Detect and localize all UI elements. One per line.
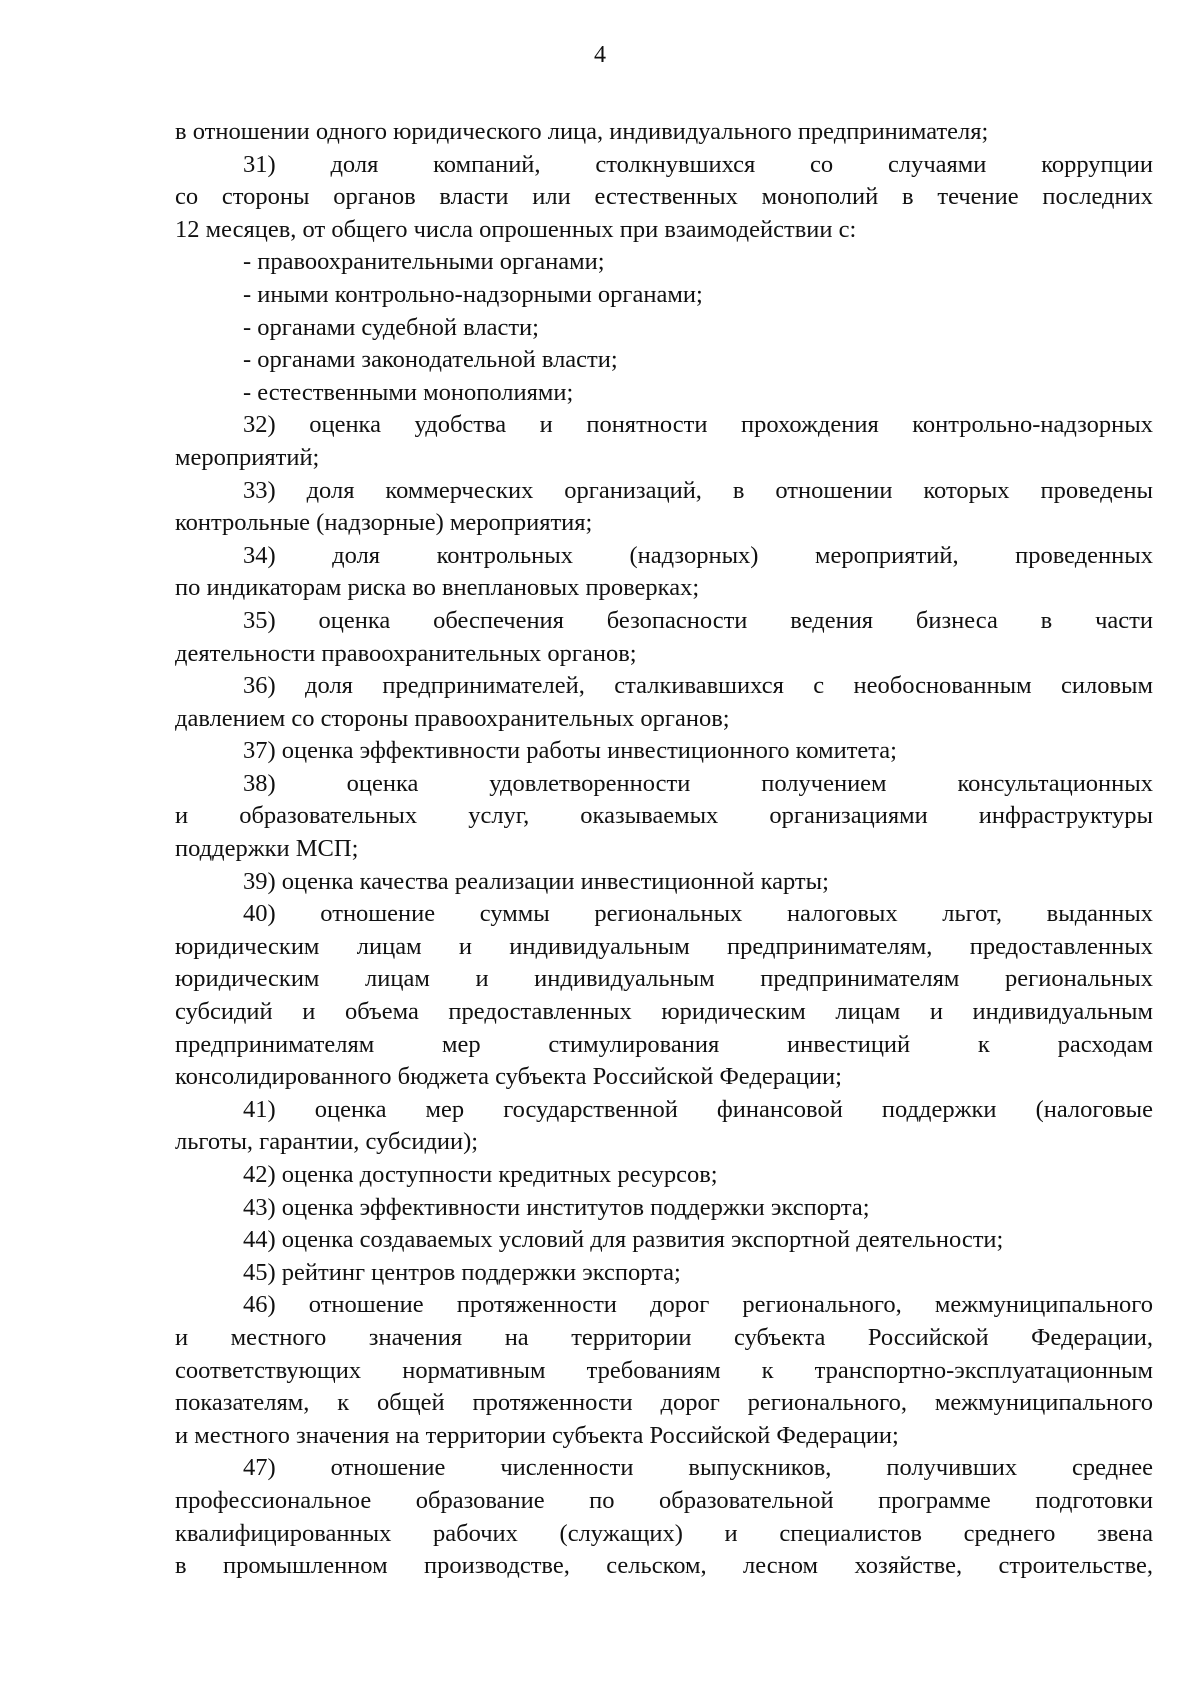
list-item-41 [175, 1094, 1153, 1159]
list-item-33 [175, 475, 1153, 540]
text-line: 46) отношение протяженности дорог регионального, межмуниципального [243, 1291, 1153, 1319]
text-line: консолидированного бюджета субъекта Российской Федерации; [175, 1063, 842, 1091]
text-line: льготы, гарантии, субсидии); [175, 1128, 479, 1156]
text-line: 40) отношение суммы региональных налоговых льгот, выданных [243, 900, 1153, 928]
list-item-31 [175, 149, 1153, 247]
text-line: 39) оценка качества реализации инвестиционной карты; [243, 867, 829, 895]
text-line: предпринимателям мер стимулирования инвестиций к расходам [175, 1030, 1153, 1058]
list-item-42 [175, 1159, 1153, 1192]
page-number: 4 [594, 42, 606, 68]
list-item-46 [175, 1289, 1153, 1452]
text-line: поддержки МСП; [175, 835, 359, 863]
text-line: мероприятий; [175, 443, 320, 471]
text-line: 33) доля коммерческих организаций, в отношении которых проведены [243, 476, 1153, 504]
bullet-item: - органами законодательной власти; [243, 346, 618, 374]
text-line: 36) доля предпринимателей, сталкивавшихся с необоснованным силовым [243, 672, 1153, 700]
text-line: профессиональное образование по образовательной программе подготовки [175, 1486, 1153, 1514]
list-item-44 [175, 1224, 1153, 1257]
list-item-38 [175, 768, 1153, 866]
text-line: со стороны органов власти или естественных монополий в течение последних [175, 183, 1153, 211]
bullet-item: - иными контрольно-надзорными органами; [243, 280, 703, 308]
list-item-35 [175, 605, 1153, 670]
text-line: 45) рейтинг центров поддержки экспорта; [243, 1258, 681, 1286]
bullet-item: - естественными монополиями; [243, 378, 574, 406]
list-item-37 [175, 735, 1153, 768]
list-item-39 [175, 866, 1153, 899]
list-item-40 [175, 898, 1153, 1094]
text-line: субсидий и объема предоставленных юридическим лицам и индивидуальным [175, 998, 1153, 1026]
text-line: деятельности правоохранительных органов; [175, 639, 637, 667]
text-line: в отношении одного юридического лица, индивидуального предпринимателя; [175, 118, 989, 145]
bullet-item: - органами судебной власти; [243, 313, 539, 341]
text-line: показателям, к общей протяженности дорог регионального, межмуниципального [175, 1389, 1153, 1417]
text-line: 47) отношение численности выпускников, получивших среднее [243, 1454, 1153, 1482]
text-line: 43) оценка эффективности институтов поддержки экспорта; [243, 1193, 870, 1221]
text-line: юридическим лицам и индивидуальным предпринимателям, предоставленных [175, 932, 1153, 960]
document-body [175, 116, 1153, 1583]
text-line: в промышленном производстве, сельском, лесном хозяйстве, строительстве, [175, 1552, 1153, 1580]
list-item-45 [175, 1257, 1153, 1290]
text-line: 12 месяцев, от общего числа опрошенных при взаимодействии с: [175, 215, 857, 243]
list-item-32 [175, 409, 1153, 474]
text-line: 31) доля компаний, столкнувшихся со случаями коррупции [243, 150, 1153, 178]
text-line: квалифицированных рабочих (служащих) и специалистов среднего звена [175, 1519, 1153, 1547]
bullet-list [175, 246, 1153, 409]
list-item-36 [175, 670, 1153, 735]
text-line: 38) оценка удовлетворенности получением консультационных [243, 769, 1153, 797]
list-item-34 [175, 540, 1153, 605]
text-line: 35) оценка обеспечения безопасности ведения бизнеса в части [243, 606, 1153, 634]
text-line: 41) оценка мер государственной финансовой поддержки (налоговые [243, 1095, 1153, 1123]
text-line: 34) доля контрольных (надзорных) мероприятий, проведенных [243, 541, 1153, 569]
text-line: контрольные (надзорные) мероприятия; [175, 509, 593, 537]
text-line: соответствующих нормативным требованиям к транспортно-эксплуатационным [175, 1356, 1153, 1384]
list-item-43 [175, 1192, 1153, 1225]
text-line: и местного значения на территории субъекта Российской Федерации; [175, 1421, 899, 1449]
text-line: 42) оценка доступности кредитных ресурсов; [243, 1161, 718, 1188]
list-item-47 [175, 1452, 1153, 1582]
text-line: юридическим лицам и индивидуальным предпринимателям региональных [175, 965, 1153, 993]
text-line: 44) оценка создаваемых условий для развития экспортной деятельности; [243, 1226, 1004, 1254]
text-line: 32) оценка удобства и понятности прохождения контрольно-надзорных [243, 411, 1153, 439]
text-line: 37) оценка эффективности работы инвестиционного комитета; [243, 737, 897, 765]
text-line: по индикаторам риска во внеплановых проверках; [175, 574, 700, 602]
text-line: давлением со стороны правоохранительных органов; [175, 704, 730, 732]
text-line: и местного значения на территории субъекта Российской Федерации, [175, 1323, 1153, 1351]
text-line: и образовательных услуг, оказываемых организациями инфраструктуры [175, 802, 1153, 830]
bullet-item: - правоохранительными органами; [243, 248, 605, 276]
